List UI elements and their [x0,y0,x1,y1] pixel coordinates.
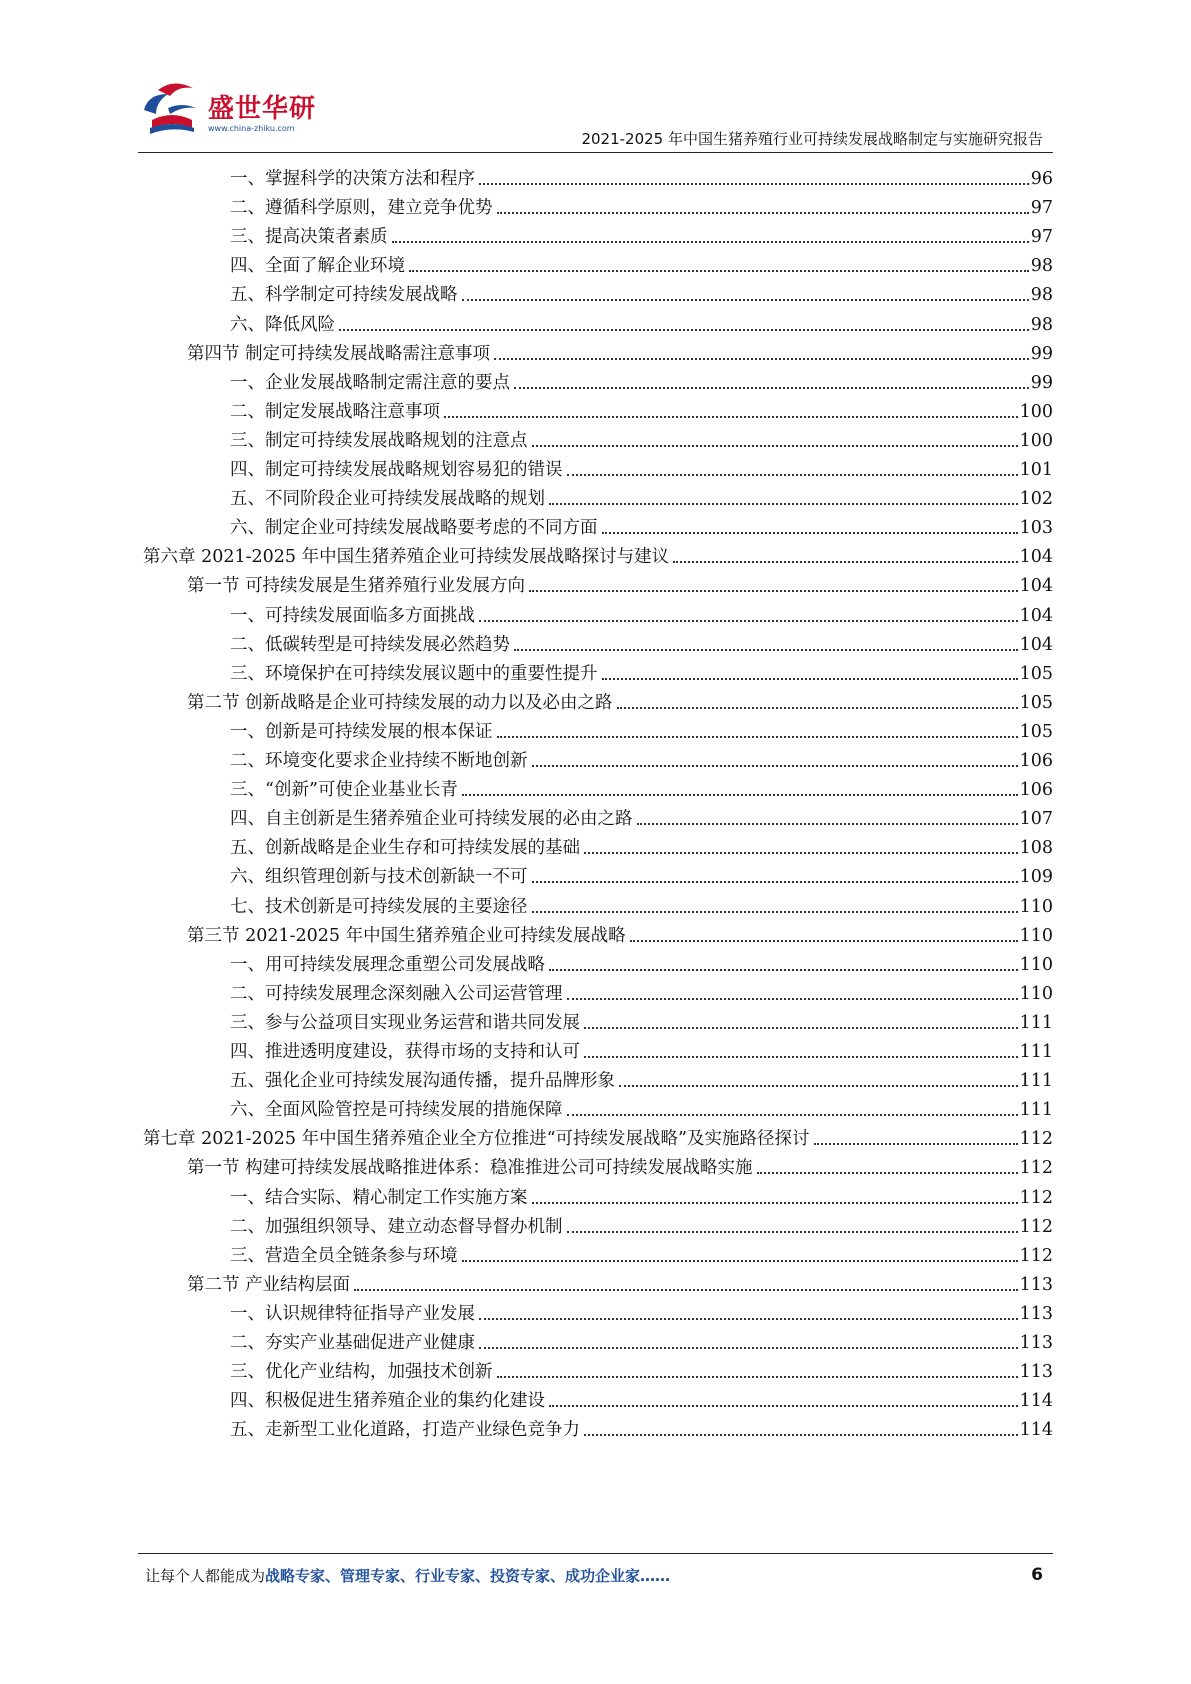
toc-entry-title: 四、积极促进生猪养殖企业的集约化建设 [230,1391,545,1412]
toc-dot-leader [549,1405,1018,1407]
toc-entry-title: 一、可持续发展面临多方面挑战 [230,605,475,626]
toc-entry[interactable] [0,1266,1053,1297]
toc-dot-leader [673,561,1017,563]
toc-entry-page: 112 [1019,1187,1053,1208]
logo-url: www.china-zhiku.com [208,124,295,133]
toc-entry-page: 112 [1019,1158,1053,1179]
toc-dot-leader [532,881,1018,883]
toc-entry[interactable] [0,189,1053,220]
toc-entry-page: 99 [1030,343,1053,364]
toc-dot-leader [630,940,1018,942]
toc-entry[interactable] [0,597,1053,628]
toc-entry-page: 109 [1019,867,1053,888]
toc-dot-leader [757,1172,1018,1174]
toc-entry-title: 二、夯实产业基础促进产业健康 [230,1333,475,1353]
toc-entry-title: 四、自主创新是生猪养殖企业可持续发展的必由之路 [230,809,633,830]
toc-entry[interactable] [0,393,1053,424]
toc-entry-title: 二、遵循科学原则，建立竞争优势 [230,198,493,219]
toc-entry-page: 104 [1019,547,1053,568]
toc-entry-title: 三、“创新”可使企业基业长青 [230,780,458,801]
toc-dot-leader [532,445,1018,447]
toc-entry-page: 110 [1019,954,1053,975]
toc-dot-leader [392,241,1029,243]
toc-entry-title: 第一节 可持续发展是生猪养殖行业发展方向 [187,576,526,597]
toc-entry-page: 112 [1019,1216,1053,1237]
toc-entry[interactable] [0,1382,1053,1413]
toc-entry[interactable] [0,946,1053,977]
toc-entry[interactable] [0,713,1053,744]
toc-dot-leader [619,1085,1018,1087]
toc-entry-page: 105 [1019,721,1053,742]
toc-entry[interactable] [0,888,1053,919]
toc-entry[interactable] [0,655,1053,686]
toc-entry[interactable] [0,1179,1053,1210]
toc-entry-page: 104 [1019,576,1053,597]
toc-entry-page: 111 [1019,1042,1053,1062]
toc-entry-page: 100 [1019,401,1053,422]
toc-entry-page: 113 [1019,1303,1053,1324]
toc-entry[interactable] [0,626,1053,657]
toc-entry-page: 110 [1019,925,1053,946]
toc-entry-title: 七、技术创新是可持续发展的主要途径 [230,896,528,917]
toc-entry[interactable] [0,1295,1053,1326]
toc-entry-page: 99 [1030,372,1053,393]
toc-entry-page: 105 [1019,692,1053,713]
toc-dot-leader [514,387,1029,389]
toc-dot-leader [584,852,1018,854]
toc-dot-leader [529,590,1018,592]
toc-dot-leader [567,1231,1018,1233]
toc-entry[interactable] [0,1149,1053,1180]
toc-entry[interactable] [0,276,1053,307]
toc-entry[interactable] [0,742,1053,773]
toc-dot-leader [549,503,1018,505]
toc-dot-leader [479,620,1018,622]
toc-dot-leader [497,736,1018,738]
toc-entry-title: 一、掌握科学的决策方法和程序 [230,169,475,189]
toc-entry[interactable] [0,684,1053,715]
toc-entry-page: 100 [1019,430,1053,451]
toc-entry[interactable] [0,451,1053,482]
toc-entry-page: 103 [1019,518,1053,539]
toc-entry[interactable] [0,247,1053,278]
toc-dot-leader [479,183,1029,185]
toc-dot-leader [339,329,1029,331]
toc-entry-page: 111 [1019,1100,1053,1121]
toc-entry-page: 97 [1030,227,1053,248]
slogan-emphasis: 战略专家、管理专家、行业专家、投资专家、成功企业家…… [265,1567,671,1585]
toc-entry-title: 第一节 构建可持续发展战略推进体系：稳准推进公司可持续发展战略实施 [187,1158,753,1179]
page-header [0,0,1191,160]
toc-entry-title: 三、优化产业结构，加强技术创新 [230,1362,493,1383]
toc-entry-page: 111 [1019,1071,1053,1092]
toc-entry[interactable] [0,218,1053,249]
toc-entry-title: 第四节 制定可持续发展战略需注意事项 [187,343,491,364]
toc-entry[interactable] [0,858,1053,889]
toc-entry[interactable] [0,538,1053,569]
toc-entry[interactable] [0,771,1053,802]
toc-entry-page: 104 [1019,634,1053,655]
toc-dot-leader [514,649,1018,651]
toc-dot-leader [532,1202,1018,1204]
toc-entry[interactable] [0,335,1053,366]
toc-dot-leader [497,1376,1018,1378]
toc-entry-title: 五、创新战略是企业生存和可持续发展的基础 [230,838,580,859]
toc-entry-page: 96 [1030,169,1053,189]
toc-entry-title: 六、降低风险 [230,314,335,335]
toc-entry-page: 97 [1030,198,1053,219]
toc-dot-leader [532,765,1018,767]
toc-entry-title: 二、制定发展战略注意事项 [230,401,440,422]
toc-entry-title: 第二节 创新战略是企业可持续发展的动力以及必由之路 [187,692,613,713]
toc-entry-title: 六、制定企业可持续发展战略要考虑的不同方面 [230,518,598,539]
toc-entry-title: 一、结合实际、精心制定工作实施方案 [230,1187,528,1208]
toc-entry-page: 113 [1019,1274,1053,1295]
toc-entry-title: 第七章 2021-2025 年中国生猪养殖企业全方位推进“可持续发展战略”及实施路径探讨 [143,1129,810,1150]
toc-entry-title: 二、可持续发展理念深刻融入公司运营管理 [230,983,563,1004]
toc-dot-leader [494,358,1029,360]
toc-entry-title: 二、环境变化要求企业持续不断地创新 [230,751,528,771]
toc-dot-leader [814,1143,1018,1145]
toc-entry[interactable] [0,1004,1053,1035]
toc-dot-leader [462,1260,1018,1262]
toc-entry-page: 107 [1019,809,1053,830]
footer-slogan [145,1565,670,1586]
toc-entry[interactable] [0,1353,1053,1384]
toc-dot-leader [497,212,1029,214]
toc-entry[interactable] [0,364,1053,395]
toc-entry[interactable] [0,1033,1053,1064]
toc-dot-leader [637,823,1018,825]
toc-dot-leader [567,998,1018,1000]
toc-entry-page: 98 [1030,314,1053,335]
toc-dot-leader [462,794,1018,796]
toc-entry-page: 111 [1019,1012,1053,1033]
toc-dot-leader [444,416,1018,418]
toc-entry-page: 105 [1019,663,1053,684]
toc-entry[interactable] [0,306,1053,337]
toc-entry[interactable] [0,829,1053,860]
toc-entry[interactable] [0,1411,1053,1442]
toc-entry-title: 一、企业发展战略制定需注意的要点 [230,372,510,393]
toc-dot-leader [602,678,1018,680]
toc-entry-title: 三、营造全员全链条参与环境 [230,1245,458,1266]
toc-entry-title: 四、制定可持续发展战略规划容易犯的错误 [230,460,563,480]
toc-entry-page: 112 [1019,1245,1053,1266]
report-title: 2021-2025 年中国生猪养殖行业可持续发展战略制定与实施研究报告 [581,130,1043,148]
toc-dot-leader [479,1318,1018,1320]
toc-entry[interactable] [0,160,1053,191]
toc-entry-page: 110 [1019,983,1053,1004]
toc-entry[interactable] [0,917,1053,948]
toc-dot-leader [409,270,1029,272]
toc-dot-leader [567,474,1018,476]
toc-entry-page: 98 [1030,285,1053,306]
toc-entry[interactable] [0,567,1053,598]
toc-entry-page: 113 [1019,1333,1053,1353]
page-footer [145,1565,1043,1595]
toc-dot-leader [354,1289,1018,1291]
toc-entry[interactable] [0,422,1053,453]
toc-dot-leader [567,1114,1018,1116]
logo-text: 盛世华研 [208,94,317,124]
toc-entry[interactable] [0,1208,1053,1239]
toc-entry-title: 一、用可持续发展理念重塑公司发展战略 [230,954,545,975]
toc-entry-title: 四、推进透明度建设，获得市场的支持和认可 [230,1042,580,1062]
page-number: 6 [1031,1565,1043,1585]
toc-entry[interactable] [0,480,1053,511]
logo-emblem-icon [138,80,208,140]
toc-dot-leader [532,911,1018,913]
toc-entry-title: 五、强化企业可持续发展沟通传播，提升品牌形象 [230,1071,615,1092]
toc-entry[interactable] [0,1324,1053,1355]
toc-entry[interactable] [0,1120,1053,1151]
toc-entry-title: 五、科学制定可持续发展战略 [230,285,458,306]
toc-entry-title: 三、参与公益项目实现业务运营和谐共同发展 [230,1012,580,1033]
toc-dot-leader [584,1056,1018,1058]
footer-divider [138,1553,1053,1554]
toc-entry-title: 二、低碳转型是可持续发展必然趋势 [230,634,510,655]
toc-entry-title: 六、组织管理创新与技术创新缺一不可 [230,867,528,888]
toc-entry-page: 114 [1019,1391,1053,1412]
toc-entry-title: 六、全面风险管控是可持续发展的措施保障 [230,1100,563,1121]
toc-entry[interactable] [0,1062,1053,1093]
toc-entry-title: 五、走新型工业化道路，打造产业绿色竞争力 [230,1420,580,1441]
toc-entry-page: 106 [1019,780,1053,801]
toc-entry-page: 110 [1019,896,1053,917]
toc-entry-title: 三、提高决策者素质 [230,227,388,248]
toc-entry-title: 一、认识规律特征指导产业发展 [230,1303,475,1324]
toc-dot-leader [462,299,1029,301]
toc-entry-page: 104 [1019,605,1053,626]
slogan-prefix: 让每个人都能成为 [145,1567,266,1585]
toc-dot-leader [479,1347,1018,1349]
toc-entry[interactable] [0,1237,1053,1268]
toc-entry-page: 101 [1019,460,1053,480]
toc-dot-leader [617,707,1018,709]
toc-entry-title: 三、环境保护在可持续发展议题中的重要性提升 [230,663,598,684]
toc-entry-title: 第六章 2021-2025 年中国生猪养殖企业可持续发展战略探讨与建议 [143,547,670,568]
toc-dot-leader [584,1434,1018,1436]
toc-dot-leader [584,1027,1018,1029]
toc-entry-page: 106 [1019,751,1053,771]
toc-dot-leader [602,532,1018,534]
toc-entry-title: 第三节 2021-2025 年中国生猪养殖企业可持续发展战略 [187,925,626,946]
toc-entry-page: 112 [1019,1129,1053,1150]
toc-entry-title: 一、创新是可持续发展的根本保证 [230,721,493,742]
toc-entry[interactable] [0,509,1053,540]
toc-entry-title: 二、加强组织领导、建立动态督导督办机制 [230,1216,563,1237]
toc-entry-page: 108 [1019,838,1053,859]
toc-entry-title: 五、不同阶段企业可持续发展战略的规划 [230,489,545,510]
toc-entry-page: 113 [1019,1362,1053,1383]
toc-entry[interactable] [0,800,1053,831]
toc-entry-title: 第二节 产业结构层面 [187,1274,351,1295]
toc-entry-page: 102 [1019,489,1053,510]
toc-entry-page: 98 [1030,256,1053,277]
toc-entry-title: 四、全面了解企业环境 [230,256,405,277]
toc-entry-title: 三、制定可持续发展战略规划的注意点 [230,430,528,451]
company-logo [138,80,318,150]
toc-entry[interactable] [0,1091,1053,1122]
header-divider [138,152,1053,153]
toc-entry[interactable] [0,975,1053,1006]
toc-dot-leader [549,969,1018,971]
toc-entry-page: 114 [1019,1420,1053,1441]
